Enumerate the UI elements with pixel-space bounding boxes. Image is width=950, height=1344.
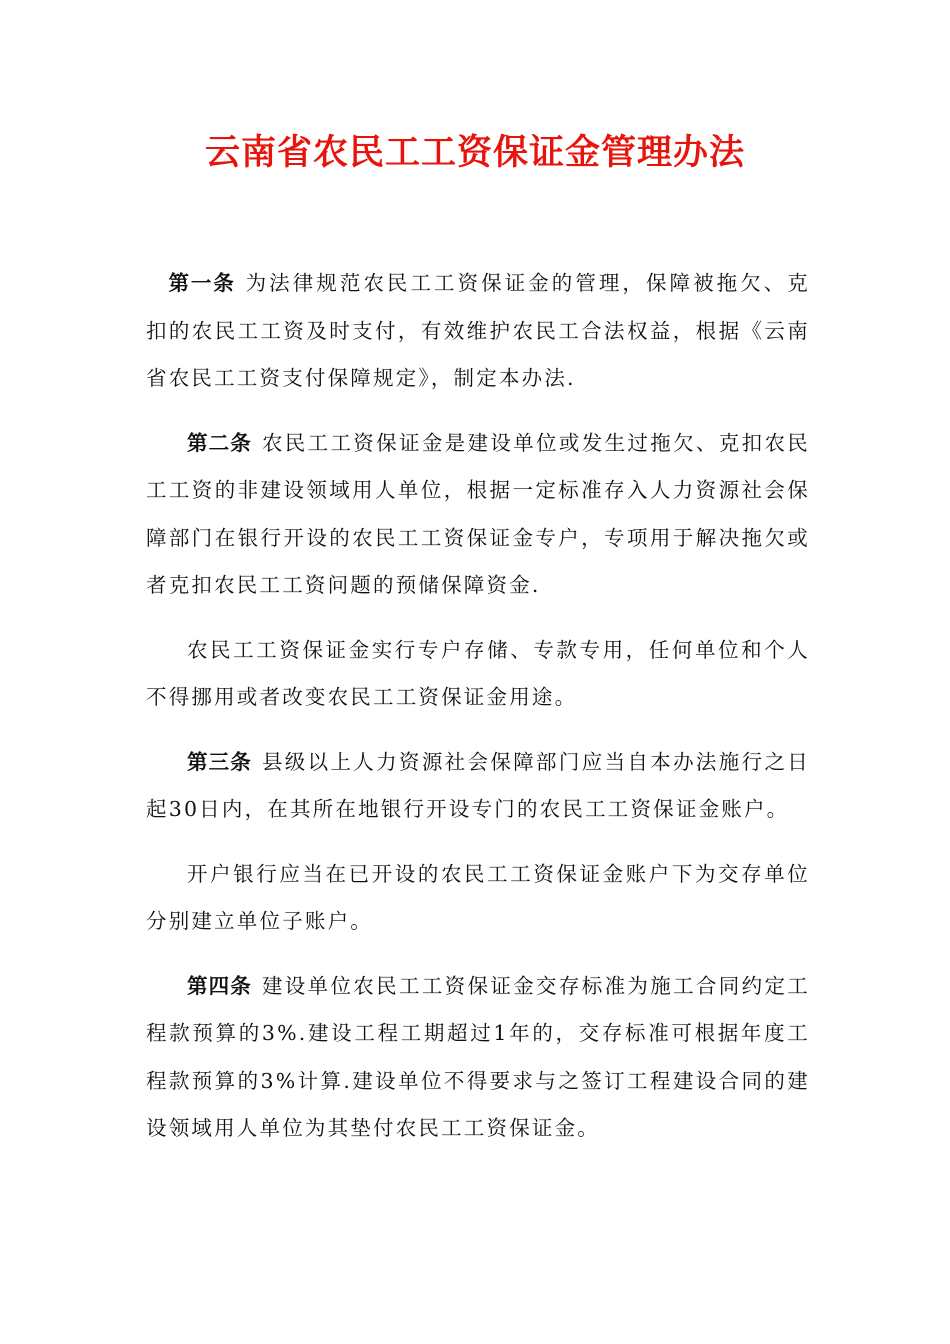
article-text: 为法律规范农民工工资保证金的管理，保障被拖欠、克扣的农民工工资及时支付，有效维护农民工合法权益，根据《云南省农民工工资支付保障规定》，制定本办法. [146,271,810,390]
article-3-continuation-paragraph [146,851,810,946]
article-text: 农民工工资保证金实行专户存储、专款专用，任何单位和个人不得挪用或者改变农民工工资保证金用途。 [146,637,810,709]
page-title: 云南省农民工工资保证金管理办法 [204,132,745,173]
article-text: 开户银行应当在已开设的农民工工资保证金账户下为交存单位分别建立单位子账户。 [146,861,810,933]
article-label: 第三条 [187,749,252,774]
article-3-paragraph [146,739,810,834]
article-1-paragraph [146,260,810,403]
article-text: 建设单位农民工工资保证金交存标准为施工合同约定工程款预算的3%.建设工程工期超过1年的，交存标准可根据年度工程款预算的3%计算.建设单位不得要求与之签订工程建设合同的建设领域用人单位为其垫付农民工工资保证金。 [146,973,810,1140]
article-4-paragraph [146,963,810,1153]
article-2-continuation-paragraph [146,627,810,722]
article-label: 第二条 [187,430,252,455]
article-text: 农民工工资保证金是建设单位或发生过拖欠、克扣农民工工资的非建设领域用人单位，根据一定标准存入人力资源社会保障部门在银行开设的农民工工资保证金专户，专项用于解决拖欠或者克扣农民工工资问题的预储保障资金. [146,430,810,597]
article-label: 第四条 [187,973,252,998]
article-label: 第一条 [168,271,236,295]
article-2-paragraph [146,420,810,610]
document-body [146,260,810,1170]
article-text: 县级以上人力资源社会保障部门应当自本办法施行之日起30日内，在其所在地银行开设专门的农民工工资保证金账户。 [146,749,810,821]
